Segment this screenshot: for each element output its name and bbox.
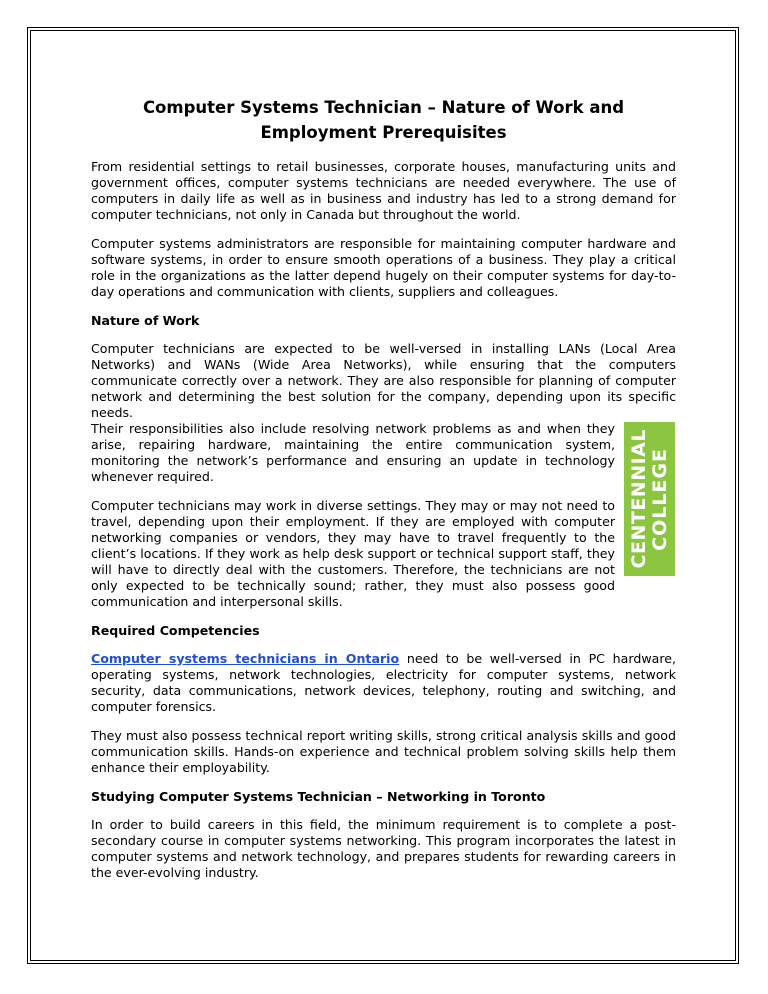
logo-word-centennial: CENTENNIAL	[627, 429, 650, 569]
document-body	[91, 95, 676, 894]
ontario-technicians-link[interactable]: Computer systems technicians in Ontario	[91, 651, 400, 666]
nature-of-work-paragraph-2: Computer technicians may work in diverse settings. They may or may not need to travel, depending upon their employment. If they are employed with computer networking companies or vendors, they may have to travel frequently to the client’s locations. If they work as help desk support or technical support staff, they will have to directly deal with the customers. Therefore, the technicians are not only expected to be technically sound; rather, they must also possess good communication and interpersonal skills.	[91, 498, 615, 609]
nature-of-work-paragraph-1-wrap: Their responsibilities also include resolving network problems as and when they arise, repairing hardware, maintaining the entire communication system, monitoring the network’s performance and ensuring an update in technology whenever required.	[91, 421, 615, 484]
required-competencies-paragraph-1-rest: need to be well-versed in PC hardware, operating systems, network technologies, electricity for computer systems, network security, data communications, network devices, telephony, routing and switching, and computer forensics.	[91, 651, 676, 714]
nature-of-work-paragraph-1-full: Computer technicians are expected to be well-versed in installing LANs (Local Area Networks) and WANs (Wide Area Networks), while ensuring that the computers communicate correctly over a network. They are also responsible for planning of computer network and determining the best solution for the company, depending upon its specific needs.	[91, 341, 676, 420]
document-title: Computer Systems Technician – Nature of Work and Employment Prerequisites	[142, 98, 625, 142]
intro-paragraph-1: From residential settings to retail businesses, corporate houses, manufacturing units and government offices, computer systems technicians are needed everywhere. The use of computers in daily life as well as in business and industry has led to a strong demand for computer technicians, not only in Canada but throughout the world.	[91, 159, 676, 222]
studying-paragraph-1: In order to build careers in this field, the minimum requirement is to complete a post-secondary course in computer systems networking. This program incorporates the latest in computer systems and network technology, and prepares students for rewarding careers in the ever-evolving industry.	[91, 817, 676, 880]
required-competencies-paragraph-2: They must also possess technical report writing skills, strong critical analysis skills and good communication skills. Hands-on experience and technical problem solving skills help them enhance their employability.	[91, 728, 676, 775]
nature-of-work-paragraph-1	[91, 341, 676, 421]
heading-studying-toronto: Studying Computer Systems Technician – Networking in Toronto	[91, 789, 546, 804]
heading-nature-of-work: Nature of Work	[91, 313, 200, 328]
logo-word-college: COLLEGE	[648, 447, 671, 551]
heading-required-competencies: Required Competencies	[91, 623, 260, 638]
intro-paragraph-2: Computer systems administrators are responsible for maintaining computer hardware and software systems, in order to ensure smooth operations of a business. They play a critical role in the organizations as the latter depend hugely on their computer systems for day-to-day operations and communication with clients, suppliers and colleagues.	[91, 236, 676, 299]
required-competencies-paragraph-1	[91, 651, 676, 715]
